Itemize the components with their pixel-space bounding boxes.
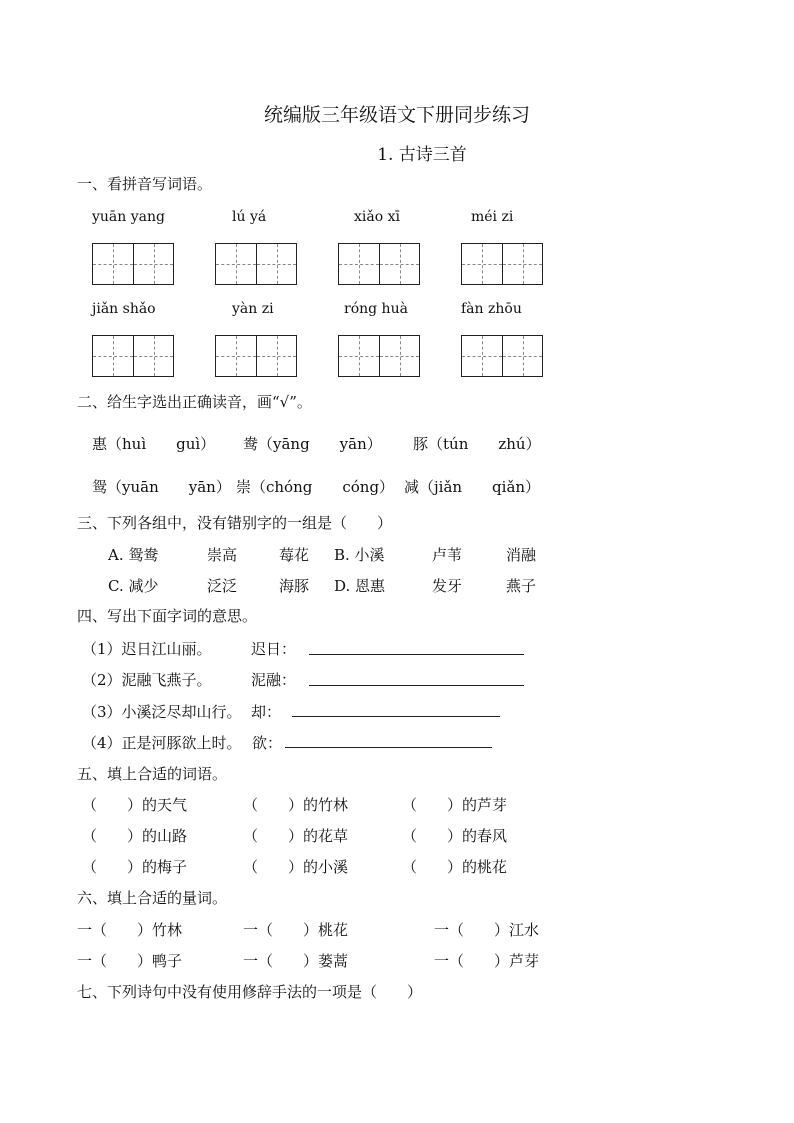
- option-word: 崇高: [207, 546, 238, 564]
- option-word: 燕子: [506, 577, 537, 595]
- option-word: 卢苇: [432, 546, 463, 564]
- pronunciation-choice[interactable]: 鸳（yuān yān）: [92, 478, 231, 496]
- option-word: 泛泛: [207, 577, 238, 595]
- question-line: （3）小溪泛尽却山行。: [82, 703, 242, 721]
- pinyin-label: róng huà: [344, 301, 408, 317]
- section5-heading: 五、填上合适的词语。: [77, 765, 228, 783]
- writing-grid[interactable]: [92, 335, 174, 377]
- page-title: 统编版三年级语文下册同步练习: [263, 104, 530, 126]
- writing-grid[interactable]: [461, 335, 543, 377]
- section7-heading: 七、下列诗句中没有使用修辞手法的一项是（ ）: [77, 983, 423, 1001]
- pinyin-label: yuān yang: [92, 209, 165, 225]
- pinyin-label: lú yá: [232, 209, 267, 225]
- term-label: 迟日：: [251, 640, 297, 658]
- fill-blank[interactable]: （ ）的芦芽: [402, 796, 508, 814]
- pronunciation-choice[interactable]: 惠（huì guì）: [92, 435, 216, 453]
- writing-grid[interactable]: [461, 243, 543, 285]
- lesson-subtitle: 1. 古诗三首: [377, 145, 467, 165]
- fill-blank[interactable]: （ ）的梅子: [82, 858, 188, 876]
- section6-heading: 六、填上合适的量词。: [77, 889, 228, 907]
- measure-word-blank[interactable]: 一（ ）鸭子: [77, 952, 183, 970]
- fill-blank[interactable]: （ ）的小溪: [243, 858, 349, 876]
- term-label: 泥融：: [251, 671, 297, 689]
- fill-blank[interactable]: （ ）的竹林: [243, 796, 349, 814]
- writing-grid[interactable]: [338, 243, 420, 285]
- option-word: 发牙: [432, 577, 463, 595]
- pronunciation-choice[interactable]: 鸯（yāng yān）: [243, 435, 382, 453]
- pinyin-label: yàn zi: [232, 301, 274, 317]
- section2-heading: 二、给生字选出正确读音，画“√”。: [77, 393, 312, 411]
- term-label: 欲：: [252, 734, 283, 752]
- section4-heading: 四、写出下面字词的意思。: [77, 607, 258, 625]
- pinyin-label: méi zi: [471, 209, 514, 225]
- measure-word-blank[interactable]: 一（ ）江水: [434, 921, 540, 939]
- writing-grid[interactable]: [92, 243, 174, 285]
- answer-line[interactable]: [292, 716, 500, 717]
- pinyin-label: jiǎn shǎo: [92, 301, 156, 317]
- option-word: B. 小溪: [334, 546, 385, 564]
- measure-word-blank[interactable]: 一（ ）芦芽: [434, 952, 540, 970]
- option-word: A. 鸳鸯: [108, 546, 159, 564]
- section1-heading: 一、看拼音写词语。: [77, 175, 213, 193]
- question-line: （4）正是河豚欲上时。: [82, 734, 242, 752]
- option-word: C. 减少: [108, 577, 159, 595]
- pronunciation-choice[interactable]: 崇（chóng cóng）: [236, 478, 395, 496]
- fill-blank[interactable]: （ ）的春风: [402, 827, 508, 845]
- measure-word-blank[interactable]: 一（ ）桃花: [243, 921, 349, 939]
- answer-line[interactable]: [309, 685, 524, 686]
- measure-word-blank[interactable]: 一（ ）竹林: [77, 921, 183, 939]
- fill-blank[interactable]: （ ）的天气: [82, 796, 188, 814]
- term-label: 却：: [251, 703, 282, 721]
- pinyin-label: xiǎo xī: [354, 209, 400, 225]
- measure-word-blank[interactable]: 一（ ）蒌蒿: [243, 952, 349, 970]
- writing-grid[interactable]: [215, 243, 297, 285]
- pinyin-label: fàn zhōu: [461, 301, 522, 317]
- answer-line[interactable]: [309, 654, 524, 655]
- writing-grid[interactable]: [215, 335, 297, 377]
- option-word: D. 恩惠: [334, 577, 386, 595]
- option-word: 海豚: [279, 577, 310, 595]
- fill-blank[interactable]: （ ）的山路: [82, 827, 188, 845]
- writing-grid[interactable]: [338, 335, 420, 377]
- pronunciation-choice[interactable]: 减（jiǎn qiǎn）: [404, 478, 541, 496]
- section3-heading: 三、下列各组中，没有错别字的一组是（ ）: [77, 514, 393, 532]
- fill-blank[interactable]: （ ）的花草: [243, 827, 349, 845]
- option-word: 消融: [506, 546, 537, 564]
- question-line: （1）迟日江山丽。: [82, 640, 212, 658]
- pronunciation-choice[interactable]: 豚（tún zhú）: [413, 435, 541, 453]
- question-line: （2）泥融飞燕子。: [82, 671, 212, 689]
- option-word: 莓花: [279, 546, 310, 564]
- fill-blank[interactable]: （ ）的桃花: [402, 858, 508, 876]
- answer-line[interactable]: [285, 747, 492, 748]
